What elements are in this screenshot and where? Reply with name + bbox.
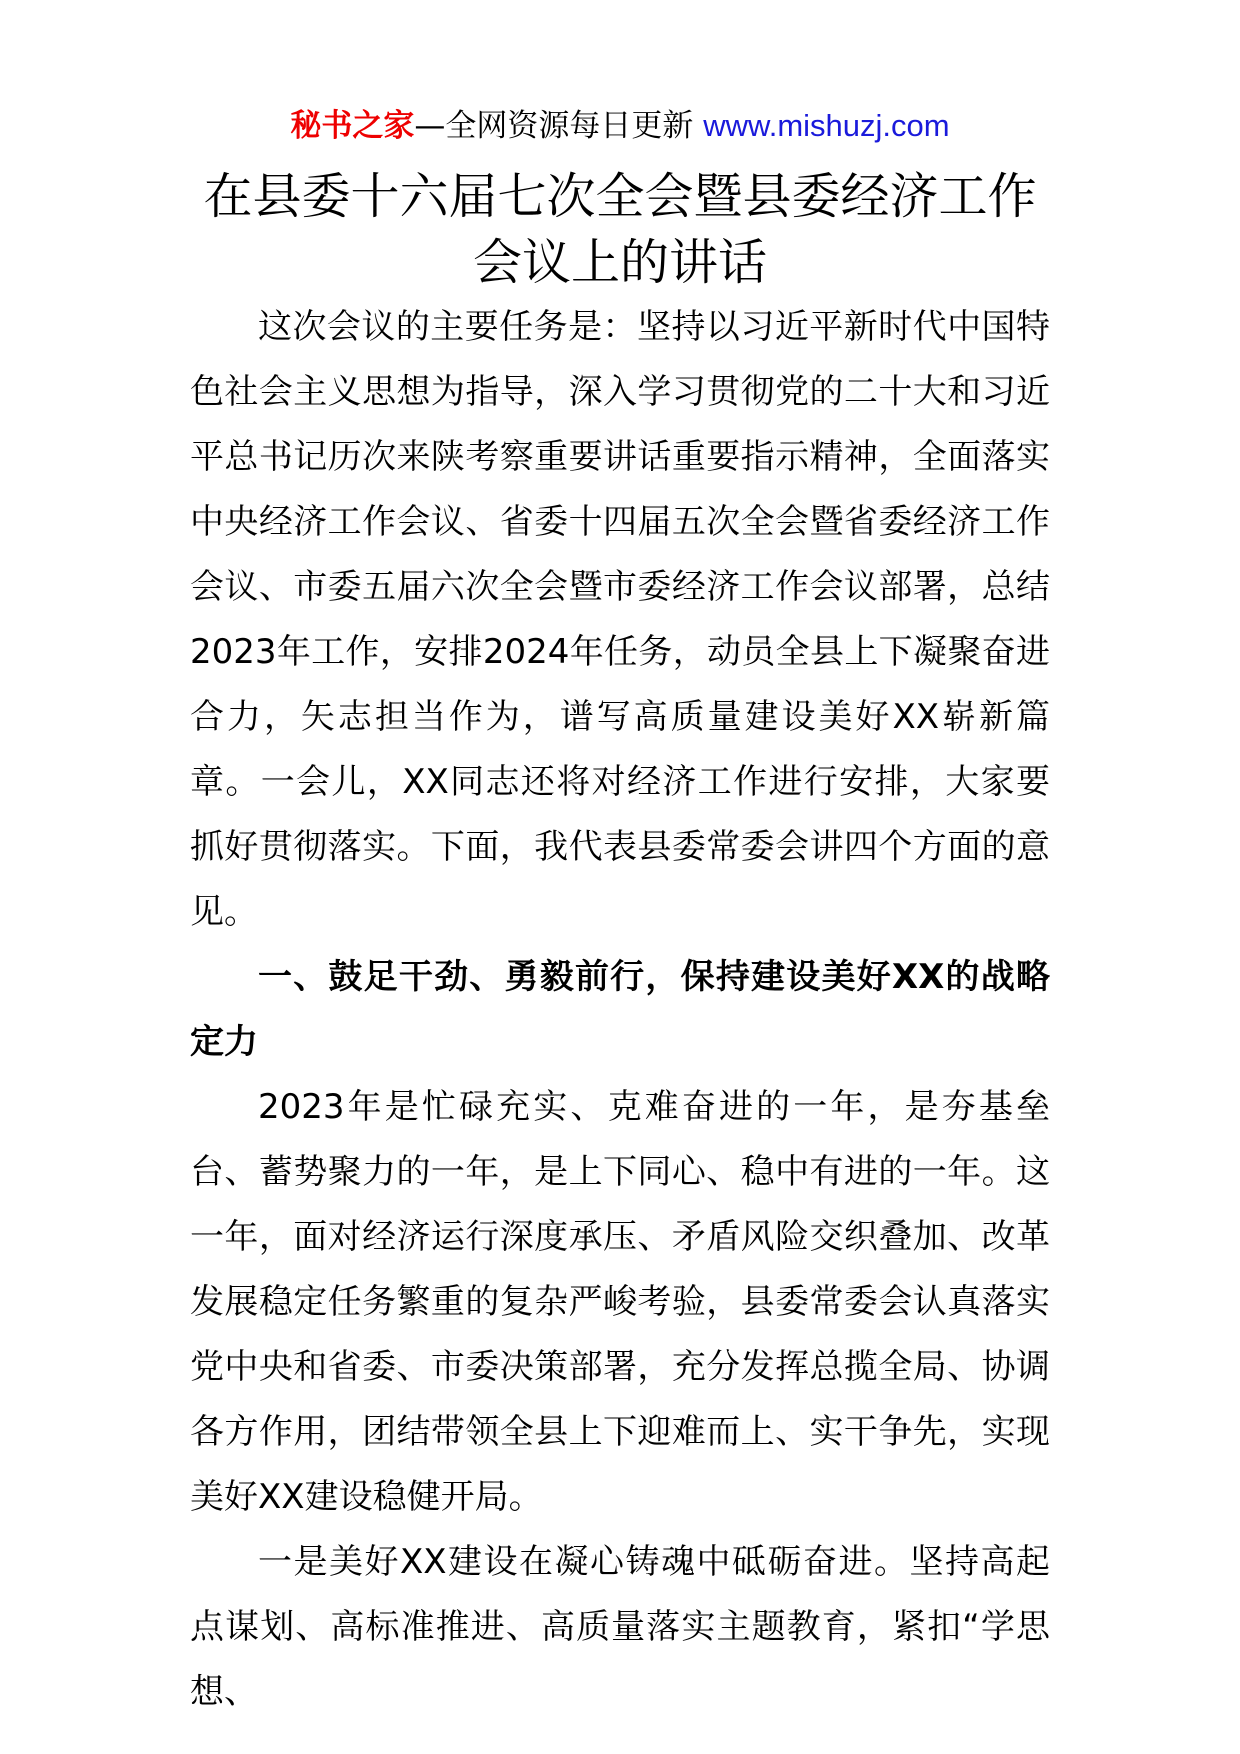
document-title: 在县委十六届七次全会暨县委经济工作会议上的讲话 <box>203 168 1037 291</box>
paragraph-intro: 这次会议的主要任务是：坚持以习近平新时代中国特色社会主义思想为指导，深入学习贯彻党的二十大和习近平总书记历次来陕考察重要讲话重要指示精神，全面落实中央经济工作会议、省委十四届五次全会暨省委经济工作会议、市委五届六次全会暨市委经济工作会议部署，总结2023年工作，安排2024年任务，动员全县上下凝聚奋进合力，矢志担当作为，谱写高质量建设美好XX崭新篇章。一会儿，XX同志还将对经济工作进行安排，大家要抓好贯彻落实。下面，我代表县委常委会讲四个方面的意见。 <box>190 307 1050 932</box>
paragraph-point-1: 一是美好XX建设在凝心铸魂中砥砺奋进。坚持高起点谋划、高标准推进、高质量落实主题教育，紧扣“学思想、 <box>190 1542 1050 1712</box>
document-body <box>190 295 1050 1725</box>
site-banner <box>0 104 1240 148</box>
banner-url-link[interactable]: www.mishuzj.com <box>703 108 950 143</box>
section-heading-1: 一、鼓足干劲、勇毅前行，保持建设美好XX的战略定力 <box>190 957 1050 1062</box>
banner-brand: 秘书之家 <box>290 108 415 144</box>
paragraph-review-2023: 2023年是忙碌充实、克难奋进的一年，是夯基垒台、蓄势聚力的一年，是上下同心、稳中有进的一年。这一年，面对经济运行深度承压、矛盾风险交织叠加、改革发展稳定任务繁重的复杂严峻考验，县委常委会认真落实党中央和省委、市委决策部署，充分发挥总揽全局、协调各方作用，团结带领全县上下迎难而上、实干争先，实现美好XX建设稳健开局。 <box>190 1087 1050 1517</box>
banner-tagline: —全网资源每日更新 <box>414 108 704 144</box>
